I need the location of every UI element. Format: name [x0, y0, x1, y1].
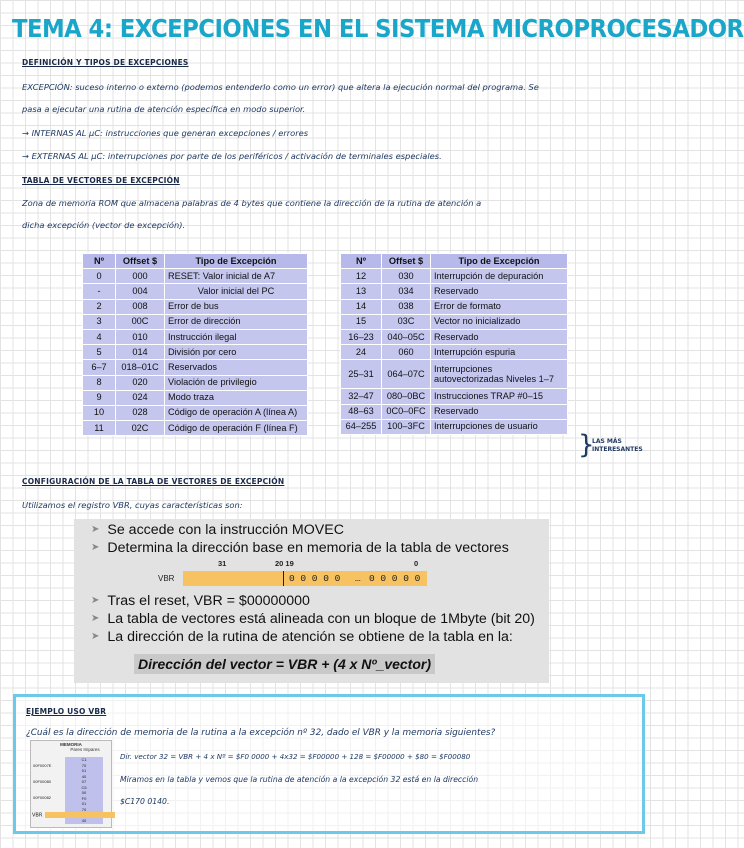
col-header-tipo: Tipo de Excepción — [165, 254, 308, 269]
bit-label-31: 31 — [218, 559, 227, 568]
section-heading-definicion: DEFINICIÓN Y TIPOS DE EXCEPCIONES — [22, 58, 189, 67]
memory-columns: Pares Impares — [70, 747, 100, 752]
memory-cell: C5 — [65, 785, 103, 791]
cell-num: 10 — [83, 405, 116, 420]
table-row — [341, 284, 568, 299]
cell-offset: 000 — [116, 269, 165, 284]
table-row — [83, 284, 308, 299]
memory-cell: 40 — [65, 818, 103, 824]
mini-vbr-label: VBR — [32, 812, 43, 819]
vbr-bullet: ➤ Determina la dirección base en memoria de la tabla de vectores — [91, 540, 509, 556]
cell-num: 16–23 — [341, 329, 382, 344]
cell-num: 2 — [83, 299, 116, 314]
cell-offset: 100–3FC — [382, 419, 431, 434]
vbr-bullet: ➤ Se accede con la instrucción MOVEC — [91, 522, 344, 538]
vbr-register-label: VBR — [158, 574, 175, 583]
cell-num: 9 — [83, 390, 116, 405]
cell-num: 24 — [341, 345, 382, 360]
cell-num: 48–63 — [341, 404, 382, 419]
vbr-zeros-right: 0 0 0 0 0 — [369, 573, 421, 584]
table-row — [83, 329, 308, 344]
bit-label-0: 0 — [414, 559, 419, 568]
table-row — [341, 269, 568, 284]
cell-offset: 038 — [382, 299, 431, 314]
cell-offset: 03C — [382, 314, 431, 329]
memory-cell: 00 — [65, 790, 103, 796]
table-row — [83, 405, 308, 420]
cell-num: 32–47 — [341, 389, 382, 404]
table-row — [341, 389, 568, 404]
side-note-line2: INTERESANTES — [592, 446, 643, 453]
vector-table-right-wrap — [340, 253, 568, 435]
cell-tipo: Violación de privilegio — [165, 375, 308, 390]
cell-offset: 008 — [116, 299, 165, 314]
cell-tipo: Valor inicial del PC — [165, 284, 308, 299]
ejemplo-line3: $C170 0140. — [120, 797, 170, 806]
cell-tipo: Reservados — [165, 360, 308, 375]
table-row — [341, 345, 568, 360]
cell-offset: 010 — [116, 329, 165, 344]
definicion-internas: → INTERNAS AL μC: instrucciones que generan excepciones / errores — [22, 128, 309, 138]
table-row — [83, 299, 308, 314]
cell-offset: 060 — [382, 345, 431, 360]
zona-line2: dicha excepción (vector de excepción). — [22, 220, 186, 230]
memory-address: 00F00080 — [33, 779, 52, 784]
table-row — [341, 329, 568, 344]
cell-num: 5 — [83, 345, 116, 360]
table-row — [341, 419, 568, 434]
cell-tipo: Modo traza — [165, 390, 308, 405]
cell-offset: 0C0–0FC — [382, 404, 431, 419]
ejemplo-question: ¿Cuál es la dirección de memoria de la rutina a la excepción nº 32, dado el VBR y la memoria siguientes? — [26, 728, 496, 738]
memory-title: MEMORIA — [60, 742, 82, 747]
cell-num: 25–31 — [341, 360, 382, 389]
cell-tipo: Interrupción espuria — [431, 345, 568, 360]
vbr-zeros-dots: … — [355, 573, 361, 584]
cell-offset: 080–0BC — [382, 389, 431, 404]
cell-tipo: Código de operación F (línea F) — [165, 421, 308, 436]
ejemplo-line2: Miramos en la tabla y vemos que la rutina de atención a la excepción 32 está en la dirección — [120, 775, 479, 784]
cell-tipo: Error de dirección — [165, 314, 308, 329]
cell-tipo: Interrupción de depuración — [431, 269, 568, 284]
cell-num: 13 — [341, 284, 382, 299]
table-row — [83, 421, 308, 436]
cell-offset: 00C — [116, 314, 165, 329]
table-row — [83, 360, 308, 375]
cell-tipo: Instrucción ilegal — [165, 329, 308, 344]
zona-line1: Zona de memoria ROM que almacena palabras de 4 bytes que contiene la dirección de la rutina de atención a — [22, 198, 482, 208]
table-row — [83, 314, 308, 329]
cell-tipo: Vector no inicializado — [431, 314, 568, 329]
memory-cell: 01 — [65, 801, 103, 807]
page-title: TEMA 4: EXCEPCIONES EN EL SISTEMA MICROPROCESADOR — [12, 14, 744, 43]
table-row — [341, 299, 568, 314]
col-header-num: Nº — [341, 254, 382, 269]
vbr-bullet: ➤ La tabla de vectores está alineada con un bloque de 1Mbyte (bit 20) — [91, 611, 535, 627]
section-heading-ejemplo: EJEMPLO USO VBR — [26, 707, 107, 716]
vbr-bullet: ➤ Tras el reset, VBR = $00000000 — [91, 593, 310, 609]
col-header-num: Nº — [83, 254, 116, 269]
vector-table-left — [82, 253, 308, 436]
config-intro: Utilizamos el registro VBR, cuyas características son: — [22, 500, 243, 510]
cell-num: 11 — [83, 421, 116, 436]
side-note — [592, 438, 643, 454]
memory-cell: 70 — [65, 763, 103, 769]
mini-vbr — [32, 812, 115, 819]
bit-label-2019: 20 19 — [275, 559, 294, 568]
vector-table-left-wrap — [82, 253, 308, 436]
brace-icon: } — [578, 430, 595, 460]
cell-offset: 028 — [116, 405, 165, 420]
mini-vbr-bar — [45, 812, 115, 818]
cell-tipo: Error de bus — [165, 299, 308, 314]
memory-cell: F0 — [65, 796, 103, 802]
vbr-formula: Dirección del vector = VBR + (4 x Nº_vector) — [134, 654, 435, 674]
cell-num: 64–255 — [341, 419, 382, 434]
vbr-register-bar — [183, 571, 427, 586]
cell-tipo: RESET: Valor inicial de A7 — [165, 269, 308, 284]
cell-offset: 004 — [116, 284, 165, 299]
cell-offset: 020 — [116, 375, 165, 390]
cell-tipo: Interrupciones autovectorizadas Niveles 1–7 — [431, 360, 568, 389]
col-header-tipo: Tipo de Excepción — [431, 254, 568, 269]
cell-num: 4 — [83, 329, 116, 344]
definicion-externas: → EXTERNAS AL μC: interrupciones por parte de los periféricos / activación de terminales especiales. — [22, 151, 442, 161]
cell-num: 14 — [341, 299, 382, 314]
table-row — [83, 375, 308, 390]
cell-tipo: División por cero — [165, 345, 308, 360]
cell-tipo: Reservado — [431, 284, 568, 299]
cell-num: 12 — [341, 269, 382, 284]
vector-table-right — [340, 253, 568, 435]
vbr-bullet: ➤ La dirección de la rutina de atención se obtiene de la tabla en la: — [91, 629, 513, 645]
vbr-zeros-left: 0 0 0 0 0 — [289, 573, 341, 584]
cell-tipo: Código de operación A (línea A) — [165, 405, 308, 420]
section-heading-tabla: TABLA DE VECTORES DE EXCEPCIÓN — [22, 176, 180, 185]
definicion-line1: EXCEPCIÓN: suceso interno o externo (podemos entenderlo como un error) que altera la ejecución normal del programa. Se — [22, 82, 539, 92]
cell-offset: 02C — [116, 421, 165, 436]
ejemplo-calc: Dir. vector 32 = VBR + 4 x Nº = $F0 0000 + 4x32 = $F00000 + 128 = $F00000 + $80 = $F00080 — [120, 752, 471, 761]
memory-cell: 70 — [65, 807, 103, 813]
cell-tipo: Reservado — [431, 329, 568, 344]
cell-num: 0 — [83, 269, 116, 284]
table-row — [341, 314, 568, 329]
cell-offset: 018–01C — [116, 360, 165, 375]
side-note-line1: LAS MÁS — [592, 438, 622, 445]
cell-num: - — [83, 284, 116, 299]
memory-cell: 01 — [65, 768, 103, 774]
vbr-bit-divider — [283, 571, 284, 586]
cell-num: 15 — [341, 314, 382, 329]
table-row — [341, 404, 568, 419]
section-heading-config: CONFIGURACIÓN DE LA TABLA DE VECTORES DE EXCEPCIÓN — [22, 477, 285, 486]
cell-tipo: Reservado — [431, 404, 568, 419]
table-row — [83, 269, 308, 284]
cell-offset: 024 — [116, 390, 165, 405]
cell-offset: 014 — [116, 345, 165, 360]
cell-num: 3 — [83, 314, 116, 329]
cell-offset: 064–07C — [382, 360, 431, 389]
memory-cell: 40 — [65, 774, 103, 780]
definicion-line2: pasa a ejecutar una rutina de atención específica en modo superior. — [22, 104, 306, 114]
cell-tipo: Instrucciones TRAP #0–15 — [431, 389, 568, 404]
cell-offset: 034 — [382, 284, 431, 299]
cell-num: 8 — [83, 375, 116, 390]
table-row — [341, 360, 568, 389]
col-header-offset: Offset $ — [382, 254, 431, 269]
cell-offset: 040–05C — [382, 329, 431, 344]
table-row — [83, 390, 308, 405]
memory-cell: 07 — [65, 779, 103, 785]
col-header-offset: Offset $ — [116, 254, 165, 269]
cell-offset: 030 — [382, 269, 431, 284]
table-row — [83, 345, 308, 360]
cell-tipo: Error de formato — [431, 299, 568, 314]
memory-cell: C1 — [65, 757, 103, 763]
cell-tipo: Interrupciones de usuario — [431, 419, 568, 434]
memory-address: 00F0007E — [33, 763, 52, 768]
memory-address: 00F00082 — [33, 795, 52, 800]
cell-num: 6–7 — [83, 360, 116, 375]
